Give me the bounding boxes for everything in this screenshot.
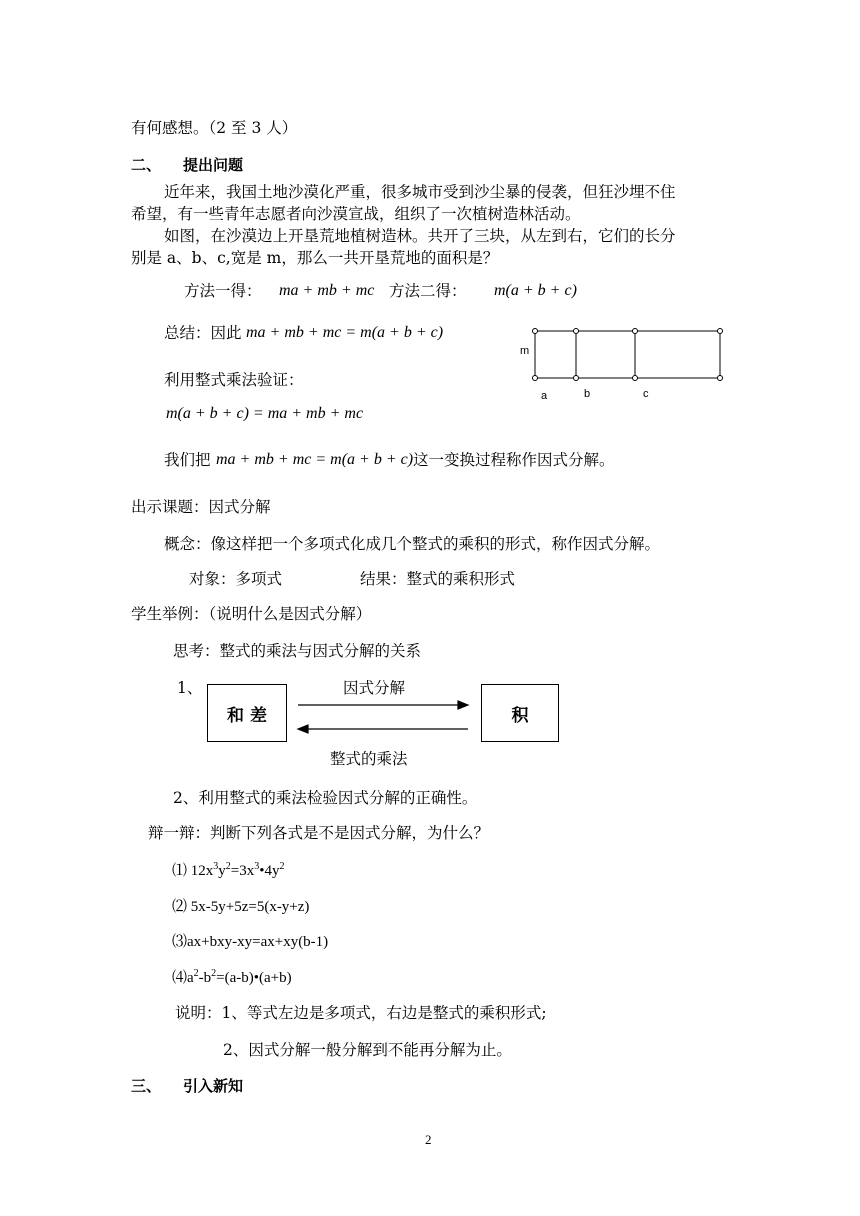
q1-part: y (218, 863, 226, 879)
paragraph-line: 近年来，我国土地沙漠化严重，很多城市受到沙尘暴的侵袭，但狂沙埋不住 (164, 183, 676, 201)
method-two-label: 方法二得： (389, 282, 467, 300)
q1-exponent: 3 (213, 861, 219, 872)
paragraph-line: 希望，有一些青年志愿者向沙漠宣战，组织了一次植树造林活动。 (131, 205, 581, 223)
q4-exponent: 2 (193, 968, 199, 979)
summary-label: 总结：因此 (164, 324, 242, 342)
think-line: 思考：整式的乘法与因式分解的关系 (173, 642, 422, 660)
object-label: 对象：多项式 (189, 570, 283, 588)
product-box: 积 (481, 684, 559, 742)
note-line-2: 2、因式分解一般分解到不能再分解为止。 (223, 1041, 512, 1059)
figure-label-m: m (520, 345, 530, 357)
question-3: ⑶ax+bxy-xy=ax+xy(b-1) (172, 934, 329, 950)
figure-label-c: c (643, 388, 649, 400)
q1-exponent: 3 (254, 861, 260, 872)
question-4 (172, 968, 292, 988)
multiplication-arrow-label: 整式的乘法 (330, 750, 408, 768)
q4-part: ⑷a (172, 970, 194, 986)
page-number: 2 (425, 1132, 432, 1147)
section-number: 三、 (131, 1077, 162, 1095)
question-1 (172, 861, 285, 881)
example-line: 学生举例：（说明什么是因式分解） (131, 605, 372, 623)
debate-line: 辩一辩：判断下列各式是不是因式分解，为什么？ (148, 824, 490, 842)
item-one-number: 1、 (177, 679, 203, 697)
q4-part: -b (198, 970, 212, 986)
q1-part: •4y (259, 863, 280, 879)
text-line: 有何感想。（2 至 3 人） (131, 119, 298, 137)
paragraph-line: 别是 a、b、c,宽是 m，那么一共开垦荒地的面积是？ (131, 249, 499, 267)
q4-exponent: 2 (211, 968, 217, 979)
figure-label-a: a (541, 390, 548, 402)
factorization-arrow-label: 因式分解 (343, 679, 406, 697)
figure-label-b: b (584, 388, 591, 400)
method-two-expression: m(a + b + c) (494, 282, 577, 299)
topic-line: 出示课题：因式分解 (131, 498, 271, 516)
section-number: 二、 (131, 156, 162, 174)
we-call-expression: ma + mb + mc = m(a + b + c) (216, 451, 414, 468)
method-one-expression: ma + mb + mc (279, 282, 375, 299)
section-title: 提出问题 (183, 156, 244, 174)
method-one-label: 方法一得： (184, 282, 262, 300)
q1-part: 12x (190, 863, 214, 879)
concept-line: 概念：像这样把一个多项式化成几个整式的乘积的形式，称作因式分解。 (164, 535, 661, 553)
result-label: 结果：整式的乘积形式 (360, 570, 516, 588)
item-two-line: 2、利用整式的乘法检验因式分解的正确性。 (173, 789, 478, 807)
summary-expression: ma + mb + mc = m(a + b + c) (246, 324, 444, 341)
q1-number: ⑴ (172, 863, 188, 879)
q1-part: =3x (230, 863, 255, 879)
verify-label: 利用整式乘法验证： (164, 371, 304, 389)
we-call-prefix: 我们把 (164, 451, 211, 469)
section-title: 引入新知 (183, 1077, 244, 1095)
sum-difference-box: 和 差 (207, 684, 287, 742)
question-2: ⑵ 5x-5y+5z=5(x-y+z) (172, 899, 310, 915)
note-line-1: 说明：1、等式左边是多项式，右边是整式的乘积形式; (175, 1004, 547, 1022)
q1-exponent: 2 (279, 861, 285, 872)
q1-exponent: 2 (225, 861, 231, 872)
paragraph-line: 如图，在沙漠边上开垦荒地植树造林。共开了三块，从左到右，它们的长分 (164, 227, 676, 245)
q4-part: =(a-b)•(a+b) (216, 970, 292, 986)
verify-expression: m(a + b + c) = ma + mb + mc (166, 405, 364, 422)
we-call-suffix: 这一变换过程称作因式分解。 (413, 451, 615, 469)
